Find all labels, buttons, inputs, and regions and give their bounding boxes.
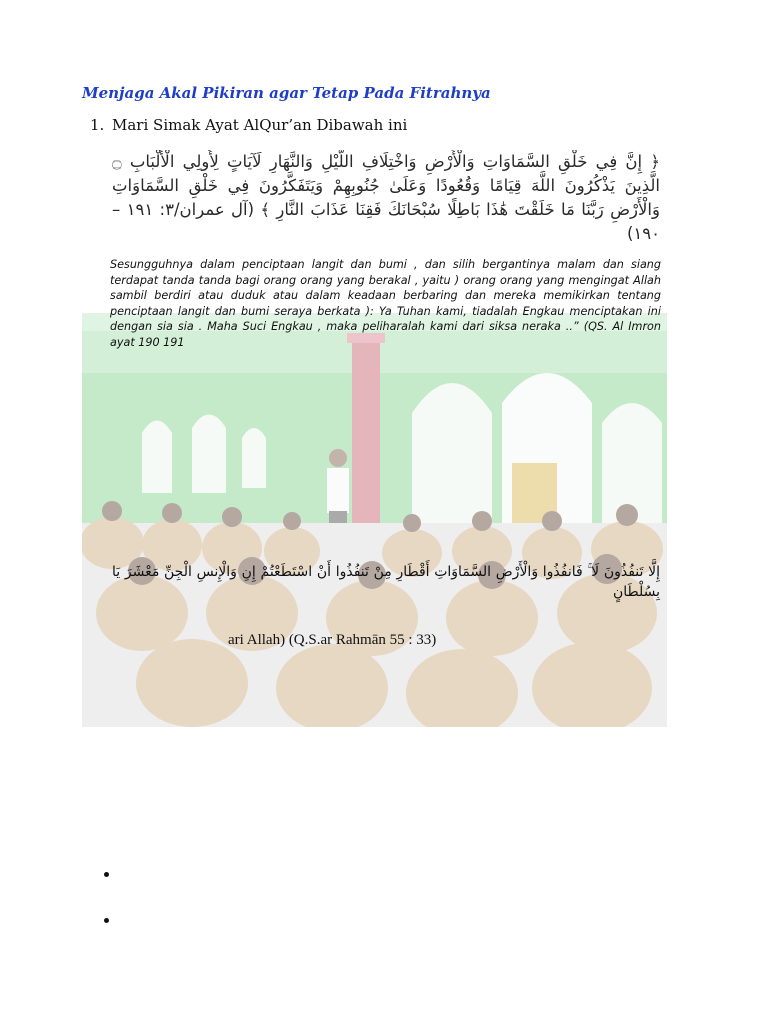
arabic-verse-image: ﴿ إِنَّ فِي خَلْقِ السَّمَاوَاتِ وَالْأَرْضِ وَاخْتِلَافِ اللَّيْلِ وَالنَّهَارِ لَآيَاتٍ لِأُولِي الْأَلْبَابِ ۝ الَّذِينَ يَذْكُرُونَ اللَّهَ قِيَامًا وَقُعُودًا وَعَلَىٰ جُنُوبِهِمْ وَيَتَفَكَّرُونَ فِي خَلْقِ السَّمَاوَاتِ وَالْأَرْضِ رَبَّنَا مَا خَلَقْتَ هَٰذَا بَاطِلًا سُبْحَانَكَ فَقِنَا عَذَابَ النَّارِ ﴾ (آل عمران/٣: ١٩١ – ١٩٠): [112, 152, 660, 243]
list-number: 1.: [90, 116, 105, 134]
mosque-classroom-photo: [82, 313, 667, 727]
bullet-point-2: [104, 918, 109, 923]
page-title: Menjaga Akal Pikiran agar Tetap Pada Fitrahnya: [82, 84, 491, 102]
list-item-text: Mari Simak Ayat AlQur’an Dibawah ini: [112, 116, 408, 134]
photo-fade-overlay: [82, 313, 667, 727]
verse-translation: Sesungguhnya dalam penciptaan langit dan bumi , dan silih bergantinya malam dan siang terdapat tanda tanda bagi orang orang yang berakal , yaitu ) orang orang yang mengingat Allah sambil berdiri atau duduk atau dalam keadaan berbaring dan mereka memikirkan tentang penciptaan langit dan bumi seraya berkata ): Ya Tuhan kami, tiadalah Engkau menciptakan ini dengan sia sia . Maha Suci Engkau , maka peliharalah kami dari siksa neraka ..” (QS. Al Imron ayat 190 191: [110, 258, 661, 349]
arabic-verse-2: إِلَّا تَنفُذُونَ لَا ۚ فَانفُذُوا وَالْأَرْضِ السَّمَاوَاتِ أَقْطَارِ مِنْ تَنفُذُوا أَنْ اسْتَطَعْتُمْ إِنِ وَالْإِنسِ الْجِنِّ مَعْشَرَ يَا بِسُلْطَانٍ: [112, 564, 660, 600]
bullet-point-1: [104, 872, 109, 877]
list-item-1: [90, 116, 407, 134]
verse-2-reference: ari Allah) (Q.S.ar Rahmān 55 : 33): [228, 632, 437, 648]
